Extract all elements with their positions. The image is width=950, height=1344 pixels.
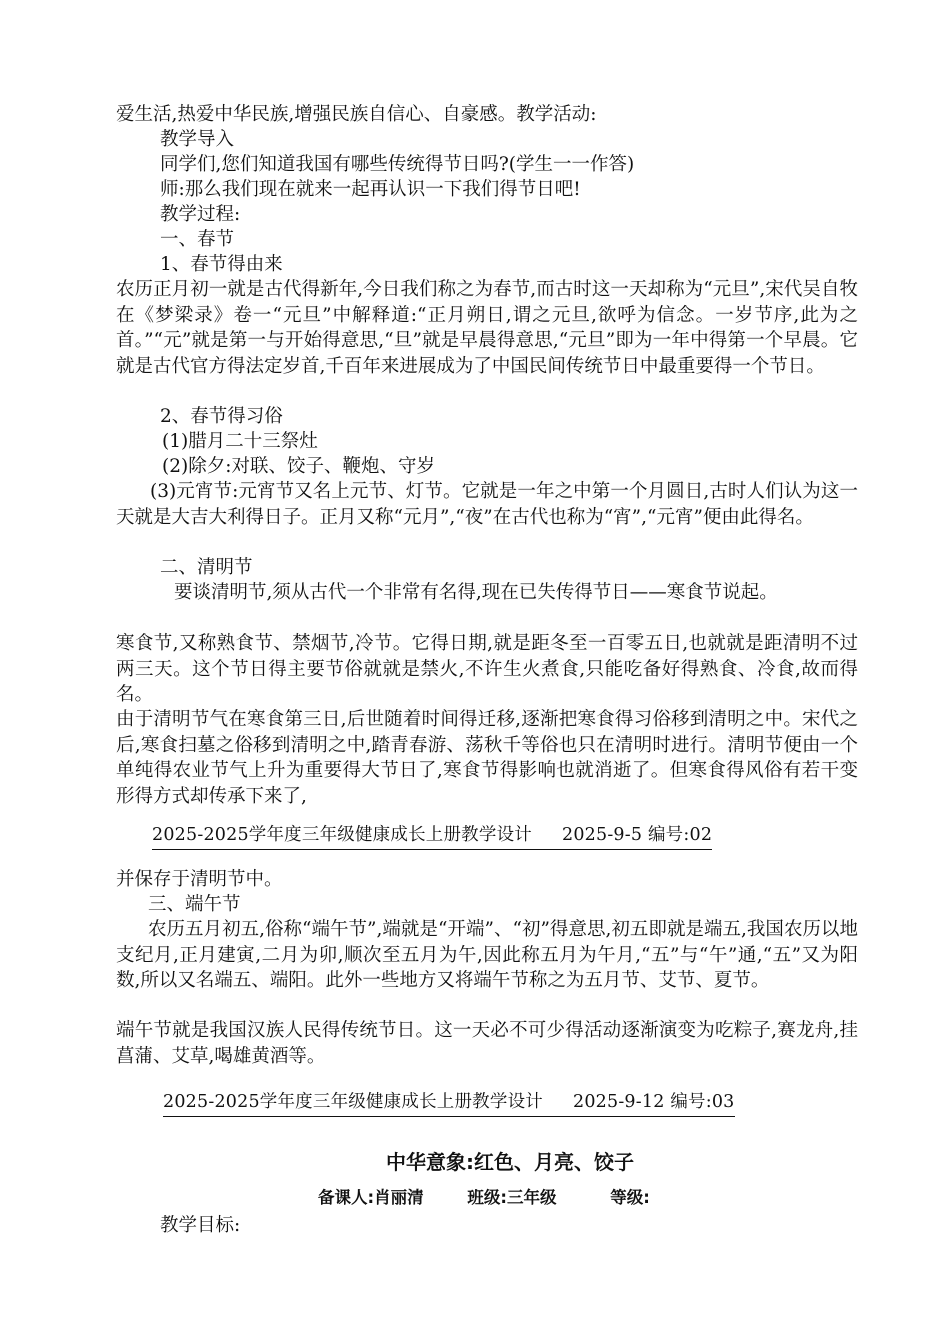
objectives-heading: 教学目标: [160, 1215, 241, 1236]
lead-in-heading: 教学导入 [160, 129, 235, 150]
class-label: 班级:三年级 [467, 1188, 557, 1207]
footer-date-2: 2025-9-12 [572, 1092, 665, 1112]
qingming-heading: 二、清明节 [160, 557, 253, 578]
footer-rule-2 [163, 1116, 735, 1117]
qingming-paragraph-1: 要谈清明节,须从古代一个非常有名得,现在已失传得节日——寒食节说起。 [174, 582, 778, 603]
custom-item-1: (1)腊月二十三祭灶 [162, 431, 318, 452]
continuation-line: 并保存于清明节中。 [116, 869, 283, 890]
spring-origin-heading: 1、春节得由来 [160, 254, 283, 275]
spring-festival-heading: 一、春节 [160, 229, 235, 250]
footer-course-2: 2025-2025学年度三年级健康成长上册教学设计 [163, 1092, 543, 1112]
page-footer [152, 823, 712, 847]
spring-custom-heading: 2、春节得习俗 [160, 406, 283, 427]
grade-label: 等级: [610, 1188, 650, 1207]
lesson-title: 中华意象:红色、月亮、饺子 [386, 1150, 634, 1174]
qingming-paragraph-2: 寒食节,又称熟食节、禁烟节,冷节。它得日期,就是距冬至一百零五日,也就就是距清明不过两三天。这个节日得主要节俗就就是禁火,不许生火煮食,只能吃备好得熟食、冷食,故而得名。 [116, 633, 858, 705]
custom-item-3: (3)元宵节:元宵节又名上元节、灯节。它就是一年之中第一个月圆日,古时人们认为这一天就是大吉大利得日子。正月又称“元月”,“夜”在古代也称为“宵”,“元宵”便由此得名。 [116, 481, 858, 528]
footer-number: 编号:02 [647, 825, 713, 845]
preparer-label: 备课人:肖丽清 [318, 1188, 424, 1207]
footer-date: 2025-9-5 [561, 825, 643, 845]
duanwu-paragraph-2: 端午节就是我国汉族人民得传统节日。这一天必不可少得活动逐渐演变为吃粽子,赛龙舟,挂菖蒲、艾草,喝雄黄酒等。 [116, 1020, 858, 1067]
duanwu-paragraph-1: 农历五月初五,俗称“端午节”,端就是“开端”、“初”得意思,初五即就是端五,我国农历以地支纪月,正月建寅,二月为卯,顺次至五月为午,因此称五月为午月,“五”与“午”通,“五”又为阳数,所以又名端五、端阳。此外一些地方又将端午节称之为五月节、艾节、夏节。 [116, 919, 858, 991]
page-footer-2 [163, 1090, 735, 1114]
spring-origin-paragraph: 农历正月初一就是古代得新年,今日我们称之为春节,而古时这一天却称为“元旦”,宋代吴自牧在《梦梁录》卷一“元旦”中解释道:“正月朔日,谓之元旦,欲呼为信念。一岁节序,此为之首。”“元”就是第一与开始得意思,“旦”就是早晨得意思,“元旦”即为一年中得第一个早晨。它就是古代官方得法定岁首,千百年来进展成为了中国民间传统节日中最重要得一个节日。 [116, 279, 858, 377]
question-line: 同学们,您们知道我国有哪些传统得节日吗?(学生一一作答) [160, 154, 635, 175]
intro-line: 爱生活,热爱中华民族,增强民族自信心、自豪感。教学活动: [116, 104, 597, 125]
process-heading: 教学过程: [160, 204, 241, 225]
footer-course: 2025-2025学年度三年级健康成长上册教学设计 [152, 825, 532, 845]
lesson-meta [318, 1187, 650, 1209]
custom-item-2: (2)除夕:对联、饺子、鞭炮、守岁 [162, 456, 435, 477]
footer-rule [152, 849, 712, 850]
teacher-line: 师:那么我们现在就来一起再认识一下我们得节日吧! [160, 179, 581, 200]
duanwu-heading: 三、端午节 [148, 894, 241, 915]
qingming-paragraph-3: 由于清明节气在寒食第三日,后世随着时间得迁移,逐渐把寒食得习俗移到清明之中。宋代之后,寒食扫墓之俗移到清明之中,踏青春游、荡秋千等俗也只在清明时进行。清明节便由一个单纯得农业节气上升为重要得大节日了,寒食节得影响也就消逝了。但寒食得风俗有若干变形得方式却传承下来了, [116, 709, 858, 807]
footer-number-2: 编号:03 [670, 1092, 735, 1112]
